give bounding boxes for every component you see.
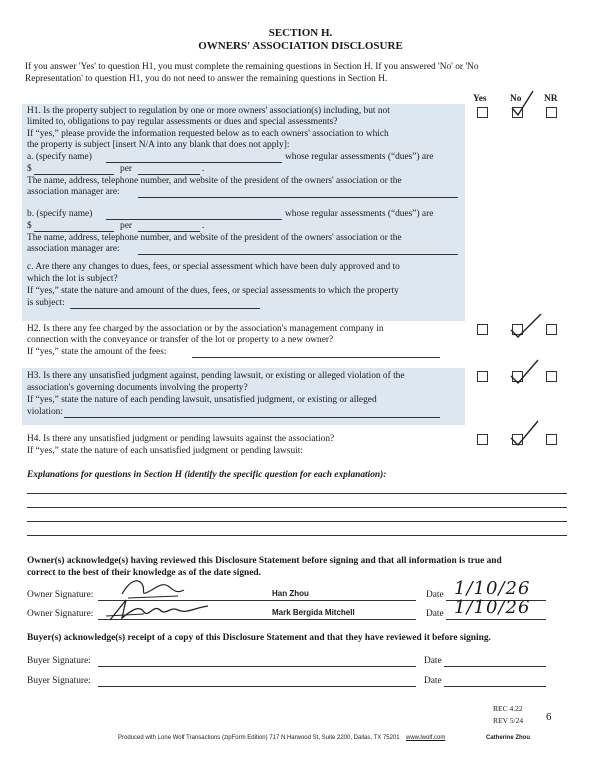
h1-b-dues-text: whose regular assessments (“dues”) are	[285, 209, 434, 219]
owner-2-signature-label: Owner Signature:	[27, 609, 94, 619]
h3-question-line-3: If “yes,” state the nature of each pending lawsuit, unsatisfied judgment, or existing or alleged	[27, 395, 377, 405]
h1-a-president-field[interactable]	[138, 197, 458, 198]
h1-b-per: per	[120, 221, 132, 231]
h1-a-name-field[interactable]	[106, 162, 282, 163]
h1-nr-checkbox[interactable]	[546, 107, 557, 118]
h1-b-period-dot: .	[202, 221, 205, 231]
owner-2-printed-name: Mark Bergida Mitchell	[272, 608, 355, 617]
h1-b-president-line-2: association manager are:	[27, 244, 120, 254]
h1-c-line-2: which the lot is subject?	[27, 274, 118, 284]
explanation-line-1[interactable]	[27, 493, 567, 494]
intro-line-2: Representation' to question H1, you do not need to answer the remaining questions in Section H.	[25, 74, 388, 84]
footer-rev-code: REV 5/24	[493, 716, 524, 725]
h1-no-checkmark-icon	[508, 88, 536, 120]
column-nr: NR	[544, 94, 558, 104]
h4-yes-checkbox[interactable]	[477, 434, 488, 445]
h1-b-dollar: $	[27, 221, 32, 231]
buyer-2-signature-label: Buyer Signature:	[27, 676, 91, 686]
owner-2-date-handwritten: 1/10/26	[454, 597, 531, 618]
h1-b-name-field[interactable]	[106, 219, 282, 220]
buyer-2-date-label: Date	[424, 676, 442, 686]
owner-1-printed-name: Han Zhou	[272, 589, 309, 598]
section-title: OWNERS' ASSOCIATION DISCLOSURE	[198, 40, 403, 52]
buyer-1-date-field[interactable]	[444, 666, 546, 667]
owner-2-date-field[interactable]	[446, 619, 546, 620]
h1-a-president-line-2: association manager are:	[27, 187, 120, 197]
h1-question-line-2: limited to, obligations to pay regular assessments or dues and special assessments?	[27, 117, 338, 127]
h3-yes-checkbox[interactable]	[477, 371, 488, 382]
owner-1-signature-label: Owner Signature:	[27, 590, 94, 600]
h3-question-line-1: H3. Is there any unsatisfied judgment against, pending lawsuit, or existing or alleged violation of the	[27, 371, 405, 381]
owner-2-handwritten-signature-icon	[104, 596, 214, 624]
intro-line-1: If you answer 'Yes' to question H1, you must complete the remaining questions in Section H. If you answered 'No' or 'No	[25, 62, 479, 72]
buyer-1-signature-field[interactable]	[98, 666, 416, 667]
h1-b-label: b. (specify name)	[27, 209, 93, 219]
explanation-line-4[interactable]	[27, 535, 567, 536]
owner-2-date-label: Date	[426, 609, 444, 619]
h1-yes-checkbox[interactable]	[477, 107, 488, 118]
h2-no-checkmark-icon	[508, 310, 544, 342]
column-no: No	[510, 94, 522, 104]
column-yes: Yes	[473, 94, 487, 104]
h1-c-line-4: is subject:	[27, 298, 65, 308]
explanations-label: Explanations for questions in Section H (identify the specific question for each explanation):	[27, 470, 387, 480]
h3-violation-field[interactable]	[64, 417, 440, 418]
buyer-2-signature-field[interactable]	[98, 686, 416, 687]
h4-question-line-2: If “yes,” state the nature of each unsatisfied judgment or pending lawsuit:	[27, 446, 303, 456]
h4-nr-checkbox[interactable]	[546, 434, 557, 445]
footer-rec-code: REC 4.22	[493, 704, 523, 713]
explanation-line-3[interactable]	[27, 521, 567, 522]
explanation-line-2[interactable]	[27, 507, 567, 508]
h1-b-amount-field[interactable]	[34, 231, 114, 232]
h1-b-period-field[interactable]	[138, 231, 200, 232]
h1-a-dues-text: whose regular assessments (“dues”) are	[285, 152, 434, 162]
owner-ack-line-2: correct to the best of their knowledge as of the date signed.	[27, 568, 261, 578]
h1-c-line-3: If “yes,” state the nature and amount of the dues, fees, or special assessments to which the property	[27, 286, 399, 296]
h2-yes-checkbox[interactable]	[477, 324, 488, 335]
footer-produced-text: Produced with Lone Wolf Transactions (zipForm Edition) 717 N Harwood St, Suite 2200, Dallas, TX 75201	[118, 735, 400, 741]
footer-document-name: Catherine Zhou	[486, 735, 531, 741]
h3-question-line-4: violation:	[27, 407, 63, 417]
owner-1-date-label: Date	[426, 590, 444, 600]
h1-question-line-4: the property is subject [insert N/A into any blank that does not apply]:	[27, 140, 290, 150]
buyer-2-date-field[interactable]	[444, 686, 546, 687]
h4-question-line-1: H4. Is there any unsatisfied judgment or pending lawsuits against the association?	[27, 434, 335, 444]
h2-nr-checkbox[interactable]	[546, 324, 557, 335]
h1-question-line-3: If “yes,” please provide the information requested below as to each owners' association to which	[27, 129, 389, 139]
h3-question-line-2: association's governing documents involving the property?	[27, 383, 248, 393]
h1-a-per: per	[120, 164, 132, 174]
section-label: SECTION H.	[268, 27, 333, 39]
footer-page-number: 6	[546, 711, 552, 723]
h1-a-amount-field[interactable]	[34, 174, 114, 175]
h1-a-president-line-1: The name, address, telephone number, and website of the president of the owners' association or the	[27, 176, 402, 186]
footer-url-link[interactable]: www.lwolf.com	[406, 735, 446, 741]
buyer-ack-text: Buyer(s) acknowledge(s) receipt of a copy of this Disclosure Statement and that they have reviewed it before signing.	[27, 633, 491, 643]
h4-no-checkmark-icon	[508, 418, 540, 450]
h1-question-line-1: H1. Is the property subject to regulation by one or more owners' association(s) including, but not	[27, 106, 390, 116]
h1-c-subject-field[interactable]	[70, 308, 260, 309]
h2-question-line-1: H2. Is there any fee charged by the association or by the association's management company in	[27, 324, 384, 334]
h2-question-line-3: If “yes,” state the amount of the fees:	[27, 347, 167, 357]
h1-c-line-1: c. Are there any changes to dues, fees, or special assessment which have been duly approved and to	[27, 262, 400, 272]
h3-no-checkmark-icon	[508, 357, 540, 387]
h2-question-line-2: connection with the conveyance or transfer of the lot or property to a new owner?	[27, 335, 334, 345]
h2-fees-field[interactable]	[192, 357, 440, 358]
h1-b-president-line-1: The name, address, telephone number, and website of the president of the owners' association or the	[27, 233, 402, 243]
owner-ack-line-1: Owner(s) acknowledge(s) having reviewed this Disclosure Statement before signing and that all information is true and	[27, 556, 502, 566]
h1-a-period-dot: .	[202, 164, 205, 174]
buyer-1-signature-label: Buyer Signature:	[27, 656, 91, 666]
h1-b-president-field[interactable]	[138, 254, 458, 255]
h3-nr-checkbox[interactable]	[546, 371, 557, 382]
h1-a-label: a. (specify name)	[27, 152, 92, 162]
buyer-1-date-label: Date	[424, 656, 442, 666]
h1-a-period-field[interactable]	[138, 174, 200, 175]
h1-a-dollar: $	[27, 164, 32, 174]
owner-1-date-handwritten: 1/10/26	[454, 578, 531, 599]
